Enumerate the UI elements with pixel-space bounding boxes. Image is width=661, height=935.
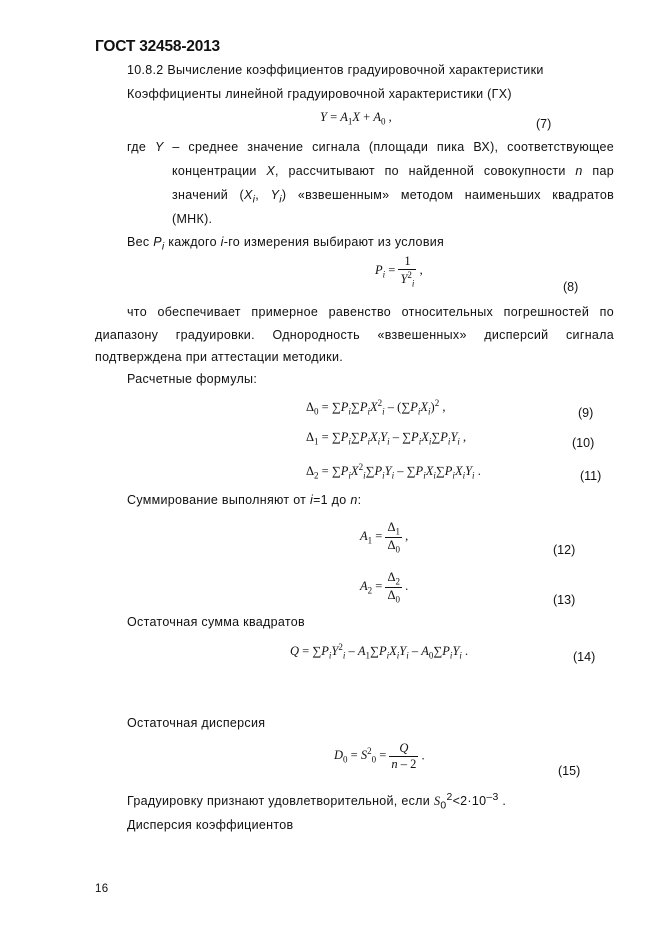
- paragraph-line: (МНК).: [172, 212, 213, 226]
- formula-14: $Q = \sum P_iY^2_i - A_1\sum P_iX_iY_i - A_0\sum P_iY_i$ .: [290, 642, 469, 661]
- equation-number: (14): [573, 650, 596, 664]
- document-header: ГОСТ 32458-2013: [95, 38, 220, 55]
- paragraph: Коэффициенты линейной градуировочной характеристики (ГХ): [127, 87, 512, 101]
- equation-number: (8): [563, 280, 579, 294]
- equation-number: (15): [558, 764, 581, 778]
- formula-9: $\Delta_0 = \sum P_i\sum P_iX^2_i - (\sum P_iX_i)^2$ ,: [306, 398, 446, 417]
- paragraph: Вес $P_i$ каждого i-го измерения выбирают из условия: [127, 235, 445, 253]
- paragraph: Расчетные формулы:: [127, 372, 258, 386]
- equation-number: (12): [553, 543, 576, 557]
- formula-8: $P_i$ = $\frac{1}{Y^2_i}$ ,: [375, 254, 423, 289]
- paragraph-line: значений ($X_i$, $Y_i$) «взвешенным» методом наименьших квадратов: [172, 188, 615, 206]
- equation-number: (10): [572, 436, 595, 450]
- paragraph: Градуировку признают удовлетворительной, если $S_0^2<2\cdot 10^{-3}$ .: [127, 792, 507, 812]
- paragraph-line: диапазону градуировки. Однородность «взвешенных» дисперсий сигнала: [95, 328, 614, 342]
- paragraph-line: что обеспечивает примерное равенство относительных погрешностей по: [127, 305, 614, 319]
- section-heading: 10.8.2 Вычисление коэффициентов градуировочной характеристики: [127, 63, 544, 77]
- equation-number: (7): [536, 117, 552, 131]
- equation-number: (11): [580, 469, 602, 483]
- paragraph-line: концентрации X, рассчитывают по найденной совокупности n пар: [172, 164, 614, 178]
- paragraph: Остаточная сумма квадратов: [127, 615, 305, 629]
- formula-11: $\Delta_2 = \sum P_iX^2_i\sum P_iY_i - \sum P_iX_i\sum P_iX_iY_i$ .: [306, 462, 481, 481]
- equation-number: (13): [553, 593, 576, 607]
- formula-15: $D_0 = S^2_0$ = $\frac{Q}{n - 2}$ .: [334, 741, 425, 771]
- formula-7: $Y = A_1X + A_0$ ,: [320, 110, 392, 127]
- equation-number: (9): [578, 406, 594, 420]
- paragraph: Суммирование выполняют от i=1 до n:: [127, 493, 362, 507]
- formula-10: $\Delta_1 = \sum P_i\sum P_iX_iY_i - \sum P_iX_i\sum P_iY_i$ ,: [306, 430, 467, 447]
- formula-13: $A_2$ = $\frac{\Delta_2}{\Delta_0}$ .: [360, 570, 409, 604]
- paragraph-line: где Y – среднее значение сигнала (площади пика ВХ), соответствующее: [127, 140, 614, 154]
- paragraph-line: подтверждена при аттестации методики.: [95, 350, 343, 364]
- paragraph: Остаточная дисперсия: [127, 716, 266, 730]
- formula-12: $A_1$ = $\frac{\Delta_1}{\Delta_0}$ ,: [360, 520, 409, 554]
- paragraph: Дисперсия коэффициентов: [127, 818, 294, 832]
- page-number: 16: [95, 883, 109, 895]
